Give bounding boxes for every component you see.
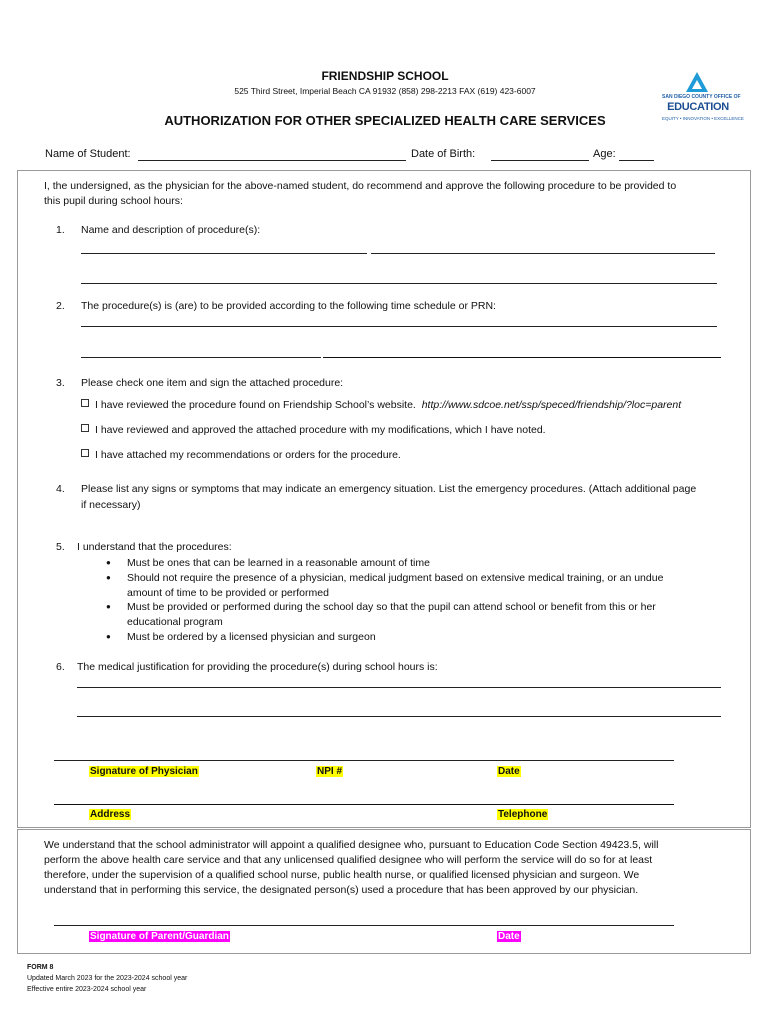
option-attached-orders[interactable] [81,449,401,461]
schedule-field-3[interactable] [323,357,721,358]
procedure-name-field[interactable] [81,253,367,254]
item-3-text: Please check one item and sign the attached procedure: [81,377,344,389]
checkbox-modified[interactable] [81,424,89,432]
option-website-procedure[interactable] [81,399,681,411]
form-number: FORM 8 [27,964,54,971]
physician-signature-line[interactable] [54,760,674,761]
designee-text-1: We understand that the school administrator will appoint a qualified designee who, pursuant to Education Code Section 49423.5, will [44,839,659,851]
criterion-1: Must be ones that can be learned in a reasonable amount of time [127,557,430,569]
telephone-label: Telephone [498,809,548,820]
student-name-label: Name of Student: [45,148,131,160]
age-label: Age: [593,148,616,160]
school-address: 525 Third Street, Imperial Beach CA 91932 (858) 298-2213 FAX (619) 423-6007 [234,86,536,96]
logo-word: EDUCATION [667,101,729,113]
bullet-icon: ● [106,573,111,582]
parent-date-label: Date [498,931,520,942]
item-6-text: The medical justification for providing the procedure(s) during school hours is: [77,661,438,673]
item-number-4: 4. [56,483,65,495]
schedule-field-2[interactable] [81,357,321,358]
criterion-2a: Should not require the presence of a physician, medical judgment based on extensive medical training, or an undue [127,572,664,584]
item-number-5: 5. [56,541,65,553]
procedure-name-field-2[interactable] [371,253,715,254]
item-5-text: I understand that the procedures: [77,541,232,553]
signature-physician-label: Signature of Physician [90,766,198,777]
option-modified-procedure[interactable] [81,424,546,436]
logo-small-text: SAN DIEGO COUNTY OFFICE OF [662,94,741,100]
criterion-3b: educational program [127,616,223,628]
logo-triangle-inner [692,80,702,89]
age-field[interactable] [619,160,654,161]
criterion-2b: amount of time to be provided or performed [127,587,329,599]
address-label: Address [90,809,131,820]
item-number-2: 2. [56,300,65,312]
form-title: AUTHORIZATION FOR OTHER SPECIALIZED HEALTH CARE SERVICES [164,113,606,128]
npi-label: NPI # [317,766,343,777]
item-1-text: Name and description of procedure(s): [81,224,261,236]
item-4-text-2: if necessary) [81,499,141,511]
designee-text-4: understand that in performing this service, the designated person(s) used a procedure that has been approved by our physician. [44,884,639,896]
item-2-text: The procedure(s) is (are) to be provided according to the following time schedule or PRN: [81,300,496,312]
dob-field[interactable] [491,160,589,161]
parent-signature-label: Signature of Parent/Guardian [90,931,229,942]
checkbox-website[interactable] [81,399,89,407]
dob-label: Date of Birth: [411,148,476,160]
justification-field-1[interactable] [77,687,721,688]
footer-updated: Updated March 2023 for the 2023-2024 school year [27,975,188,982]
bullet-icon: ● [106,602,111,611]
designee-text-3: therefore, under the supervision of a qualified school nurse, public health nurse, or qualified licensed physician and surgeon. We [44,869,640,881]
intro-line-1: I, the undersigned, as the physician for the above-named student, do recommend and approve the following procedure to be provided to [44,180,677,192]
designee-text-2: perform the above health care service and that any unlicensed qualified designee who will perform the service will do so for at least [44,854,653,866]
footer-effective: Effective entire 2023-2024 school year [27,986,147,993]
intro-line-2: this pupil during school hours: [44,195,183,207]
school-name: FRIENDSHIP SCHOOL [321,69,449,83]
item-number-1: 1. [56,224,65,236]
item-number-3: 3. [56,377,65,389]
criterion-4: Must be ordered by a licensed physician and surgeon [127,631,376,643]
item-4-text-1: Please list any signs or symptoms that may indicate an emergency situation. List the emergency procedures. (Attach additional page [81,483,697,495]
checkbox-attached[interactable] [81,449,89,457]
address-line[interactable] [54,804,674,805]
item-number-6: 6. [56,661,65,673]
option-2-label: I have reviewed and approved the attached procedure with my modifications, which I have noted. [95,424,546,436]
bullet-icon: ● [106,558,111,567]
website-link[interactable]: http://www.sdcoe.net/ssp/speced/friendship/?loc=parent [421,399,682,411]
logo-tagline: EQUITY • INNOVATION • EXCELLENCE [662,116,744,121]
bullet-icon: ● [106,632,111,641]
justification-field-2[interactable] [77,716,721,717]
parent-signature-line[interactable] [54,925,674,926]
option-1-label: I have reviewed the procedure found on Friendship School’s website. [95,399,416,411]
education-logo [662,72,744,130]
schedule-field-1[interactable] [81,326,717,327]
criterion-3a: Must be provided or performed during the school day so that the pupil can attend school or benefit from this or her [127,601,656,613]
student-name-field[interactable] [138,160,406,161]
procedure-description-field[interactable] [81,283,717,284]
option-3-label: I have attached my recommendations or orders for the procedure. [95,449,401,461]
date-label: Date [498,766,520,777]
